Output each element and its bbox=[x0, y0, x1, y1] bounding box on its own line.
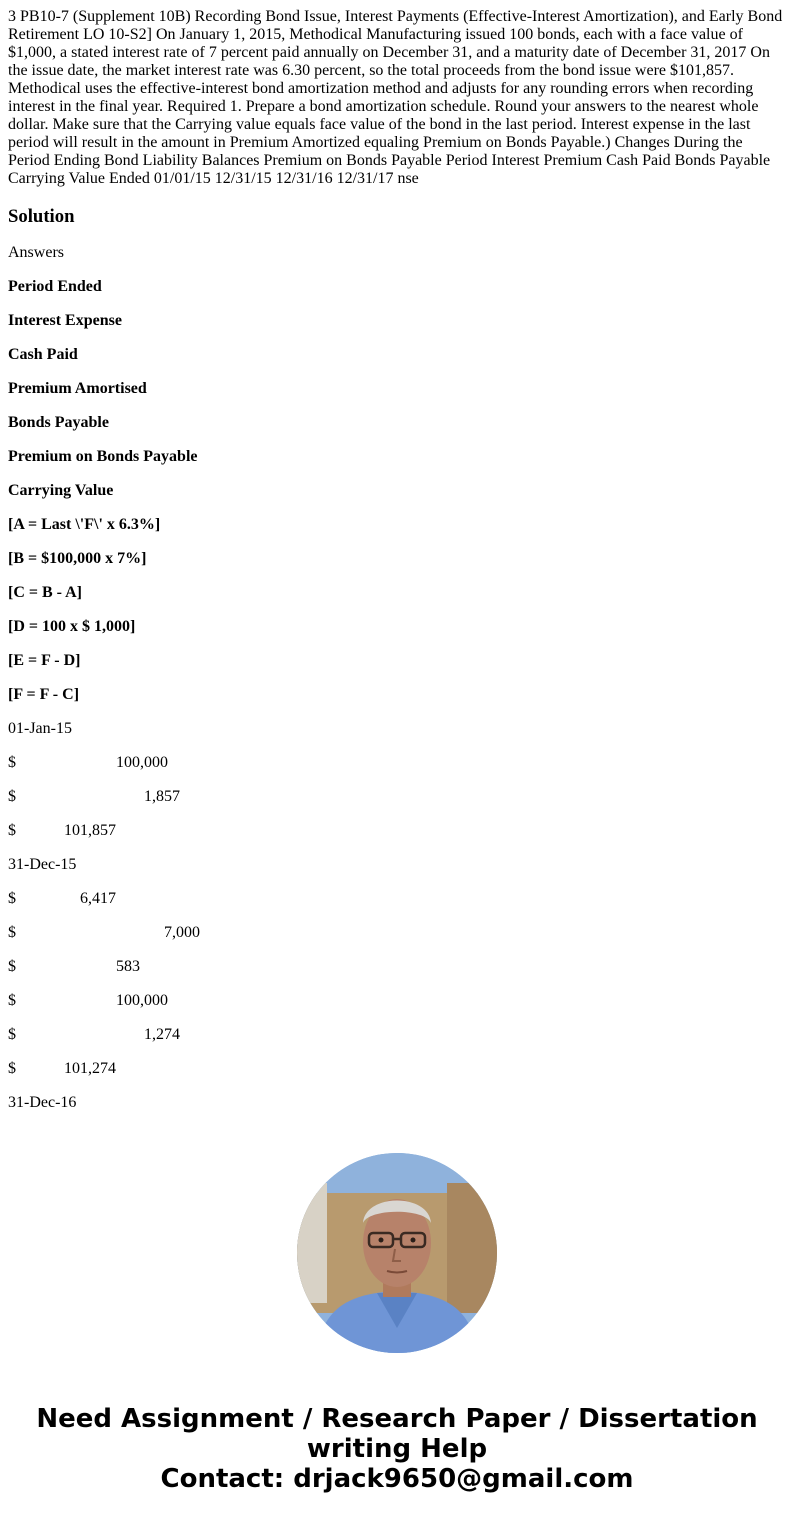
footer-contact-email: Contact: drjack9650@gmail.com bbox=[160, 1464, 634, 1494]
row-value: $ 1,274 bbox=[8, 1026, 180, 1043]
footer-line-1: Need Assignment / Research Paper / Dissertation bbox=[36, 1404, 758, 1434]
row-date-jan-15: 01-Jan-15 bbox=[8, 720, 72, 737]
header-carrying-value: Carrying Value bbox=[8, 482, 114, 499]
row-date-dec-15: 31-Dec-15 bbox=[8, 856, 77, 873]
solution-heading: Solution bbox=[8, 206, 75, 227]
formula-d: [D = 100 x $ 1,000] bbox=[8, 618, 136, 635]
answers-label: Answers bbox=[8, 244, 64, 261]
header-bonds-payable: Bonds Payable bbox=[8, 414, 109, 431]
header-premium-amortised: Premium Amortised bbox=[8, 380, 147, 397]
row-value: $ 6,417 bbox=[8, 890, 116, 907]
header-interest-expense: Interest Expense bbox=[8, 312, 122, 329]
person-portrait-icon bbox=[297, 1153, 497, 1353]
formula-b: [B = $100,000 x 7%] bbox=[8, 550, 147, 567]
header-premium-on-bonds-payable: Premium on Bonds Payable bbox=[8, 448, 198, 465]
formula-c: [C = B - A] bbox=[8, 584, 82, 601]
row-value: $ 7,000 bbox=[8, 924, 200, 941]
footer-contact bbox=[0, 1404, 794, 1494]
row-value: $ 583 bbox=[8, 958, 140, 975]
row-value: $ 100,000 bbox=[8, 754, 168, 771]
row-value: $ 100,000 bbox=[8, 992, 168, 1009]
question-text: 3 PB10-7 (Supplement 10B) Recording Bond Issue, Interest Payments (Effective-Interest Amortization), and Early Bond Retirement LO 10-S2] On January 1, 2015, Methodical Manufacturing issued 100 bonds, each with a face value of $1,000, a stated interest rate of 7 percent paid annually on December 31, and a maturity date of December 31, 2017 On the issue date, the market interest rate was 6.30 percent, so the total proceeds from the bond issue were $101,857. Methodical uses the effective-interest bond amortization method and adjusts for any rounding errors when recording interest in the final year. Required 1. Prepare a bond amortization schedule. Round your answers to the nearest whole dollar. Make sure that the Carrying value equals face value of the bond in the last period. Interest expense in the last period will result in the amount in Premium Amortized equaling Premium on Bonds Payable.) Changes During the Period Ending Bond Liability Balances Premium on Bonds Payable Period Interest Premium Cash Paid Bonds Payable Carrying Value Ended 01/01/15 12/31/15 12/31/16 12/31/17 nse bbox=[8, 8, 783, 187]
formula-e: [E = F - D] bbox=[8, 652, 81, 669]
row-value: $ 101,274 bbox=[8, 1060, 116, 1077]
formula-a: [A = Last \'F\' x 6.3%] bbox=[8, 516, 161, 533]
avatar bbox=[297, 1153, 497, 1353]
header-cash-paid: Cash Paid bbox=[8, 346, 78, 363]
row-date-dec-16: 31-Dec-16 bbox=[8, 1094, 77, 1111]
row-value: $ 1,857 bbox=[8, 788, 180, 805]
header-period-ended: Period Ended bbox=[8, 278, 102, 295]
footer-line-2: writing Help bbox=[306, 1434, 488, 1464]
formula-f: [F = F - C] bbox=[8, 686, 80, 703]
row-value: $ 101,857 bbox=[8, 822, 116, 839]
